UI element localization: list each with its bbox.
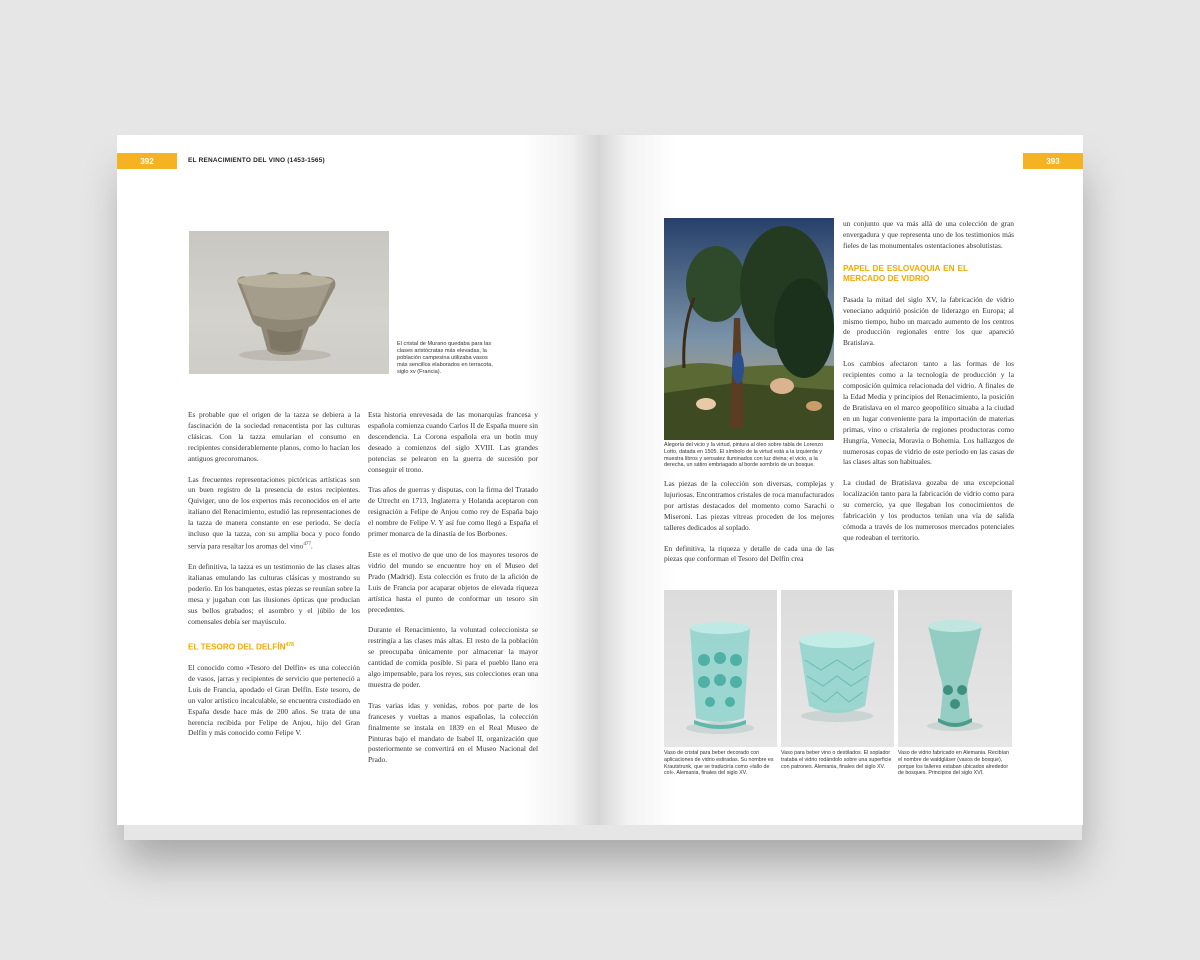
paragraph: Durante el Renacimiento, la voluntad coleccionista se restringía a las clases más altas. El resto de la población se preocupaba únicamente por almacenar la mayor cantidad de comida posible. Si para el pueblo llano era algo impensable, para los reyes, sus colecciones eran una muestra de poder. (368, 625, 538, 689)
page-number-right: 393 (1023, 153, 1083, 169)
paragraph: En definitiva, la riqueza y detalle de cada una de las piezas que conforman el Tesoro del Delfín crea (664, 543, 834, 564)
terracotta-vessel-photo (189, 231, 389, 374)
right-column-2 (843, 219, 1014, 554)
glass-caption-1: Vaso de cristal para beber decorado con aplicaciones de vidrio estiradas. Su nombre es Krautstrunk, que se traduciría como «tallo de col». Alemania, finales del siglo XV. (664, 750, 774, 777)
paragraph: En definitiva, la tazza es un testimonio de las clases altas italianas emulando las culturas clásicas y mostrando su poderío. En los banquetes, estas piezas se reunían sobre la mesa y jugaban con las ilusiones ópticas que producían sus bellos grabados; el asombro y el júbilo de los comensales debía ser mayúsculo. (188, 562, 360, 626)
right-page (600, 135, 1083, 825)
paragraph: La ciudad de Bratislava gozaba de una excepcional localización tanto para la fabricación de vidrio como para su comercio, ya que llegaban los conocimientos de fabricación y los productos tenían una vía de salida cómoda a través de los numerosos mercados potenciales que rodeaban el territorio. (843, 478, 1014, 542)
glass-caption-2: Vaso para beber vino o destilados. El soplador trataba el vidrio rodándolo sobre una superficie con patrones. Alemania, finales del siglo XV. (781, 750, 892, 770)
paragraph: Tras varias idas y venidas, robos por parte de los franceses y vueltas a manos españolas, la colección finalmente se instala en 1839 en el Real Museo de Pinturas bajo el mandato de Isabel II, organización que posteriormente se convertirá en el Museo Nacional del Prado. (368, 700, 538, 765)
waldglas-photo (898, 590, 1012, 747)
painting-caption: Alegoría del vicio y la virtud, pintura al óleo sobre tabla de Lorenzo Lotto, datada en 1505. El símbolo de la virtud está a la izquierda y muestra libros y sensatez iluminados con luz divina; el vicio, a la derecha, un sátiro embriagado al borde sombrío de un bosque. (664, 442, 824, 469)
paragraph: Este es el motivo de que uno de los mayores tesoros de vidrio del mundo se encuentre hoy en el Museo del Prado (Madrid). Esta colección es fruto de la afición de Luis de Francia por acaparar objetos de elevada riqueza artística hasta el punto de conformar un tesoro sin precedentes. (368, 549, 538, 614)
allegory-painting (664, 218, 834, 440)
glass-caption-3: Vaso de vidrio fabricado en Alemania. Recibían el nombre de waldgläser (vasos de bosque), porque los talleres estaban ubicados alrededor de bosques. Principios del siglo XVI. (898, 750, 1009, 777)
left-column-2 (368, 410, 538, 776)
paragraph: un conjunto que va más allá de una colección de gran envergadura y que representa uno de los testimonios más fieles de las monumentales ostentaciones absolutistas. (843, 219, 1014, 250)
terracotta-caption: El cristal de Murano quedaba para las clases aristócratas más elevadas, la población campesina utilizaba vasos más sencillos elaborados en terracota, siglo xv (Francia). (397, 341, 493, 375)
paragraph: Tras años de guerras y disputas, con la firma del Tratado de Utrecht en 1713, Inglaterra y Holanda aceptaron con resignación a Felipe de Anjou como rey de España bajo el nombre de Felipe V. Y así fue como llegó a España el primer monarca de la dinastía de los Borbones. (368, 485, 538, 539)
paragraph: Es probable que el origen de la tazza se debiera a la fascinación de la sociedad renacentista por las culturas clásicas. Con la tazza emularían el consumo en recipientes considerablemente planos, como lo hacían los antiguos grecoromanos. (188, 410, 360, 463)
krautstrunk-glass-photo (664, 590, 777, 747)
paragraph: El conocido como «Tesoro del Delfín» es una colección de vasos, jarras y recipientes de servicio que perteneció a Luis de Francia, apodado el Gran Delfín. Este tesoro, de un valor artístico incalculable, se encuentra custodiado en España desde hace más de 200 años. Se trata de una herencia recibida por Felipe de Anjou, hijo del Gran Delfín y más conocido como Felipe V. (188, 663, 360, 738)
section-heading: PAPEL DE ESLOVAQUIA EN EL MERCADO DE VIDRIO (843, 263, 968, 284)
paragraph: Las piezas de la colección son diversas, complejas y lujuriosas. Encontramos cristales de roca manufacturados por artistas destacados del momento como Sarachi o Miseroni. Las piezas vítreas proceden de los mejores talleres dedicados al soplado. (664, 479, 834, 532)
wine-glass-photo (781, 590, 894, 747)
right-column-1 (664, 479, 834, 575)
section-heading: EL TESORO DEL DELFÍN$^{478}$ (188, 641, 294, 652)
paragraph: Esta historia enrevesada de las monarquías francesa y española comienza cuando Carlos II de España muere sin descendencia. La Corona española era un botín muy deseado a comienzos del siglo XVIII. Las grandes potencias se pelearon en la guerra de sucesión por conseguir el trono. (368, 410, 538, 474)
paragraph: Los cambios afectaron tanto a las formas de los recipientes como a la tecnología de producción y la composición química relacionada del vidrio. A finales de la Edad Media y principios del Renacimiento, la posición de Bratislava en el marco geopolítico situaba a la ciudad en un lugar conveniente para la importación de materias primas, vino o cristalería de regiones productoras como Hungría, Venecia, Moravia o Bohemia. Los hallazgos de numerosas copas de vidrio de este periodo en las casas de las clases altas son habituales. (843, 359, 1014, 467)
paragraph: Pasada la mitad del siglo XV, la fabricación de vidrio veneciano adquirió posición de liderazgo en Europa; al mismo tiempo, hubo un marcado aumento de los centros de producción regionales entre los que apareció Bratislava. (843, 294, 1014, 348)
left-column-1 (188, 410, 360, 749)
left-page (117, 135, 600, 825)
page-number-left: 392 (117, 153, 177, 169)
running-head: EL RENACIMIENTO DEL VINO (1453-1565) (188, 157, 325, 164)
paragraph: Las frecuentes representaciones pictóricas artísticas son un buen registro de la presencia de estos recipientes. Quiviger, uno de los expertos más reconocidos en el arte italiano del Renacimiento, estudió las representaciones de la tazza de manera constante en ese periodo. Se decía incluso que la tazza, con su amplia boca y poco fondo servía para resaltar los aromas del vino$^{477}$. (188, 474, 360, 551)
